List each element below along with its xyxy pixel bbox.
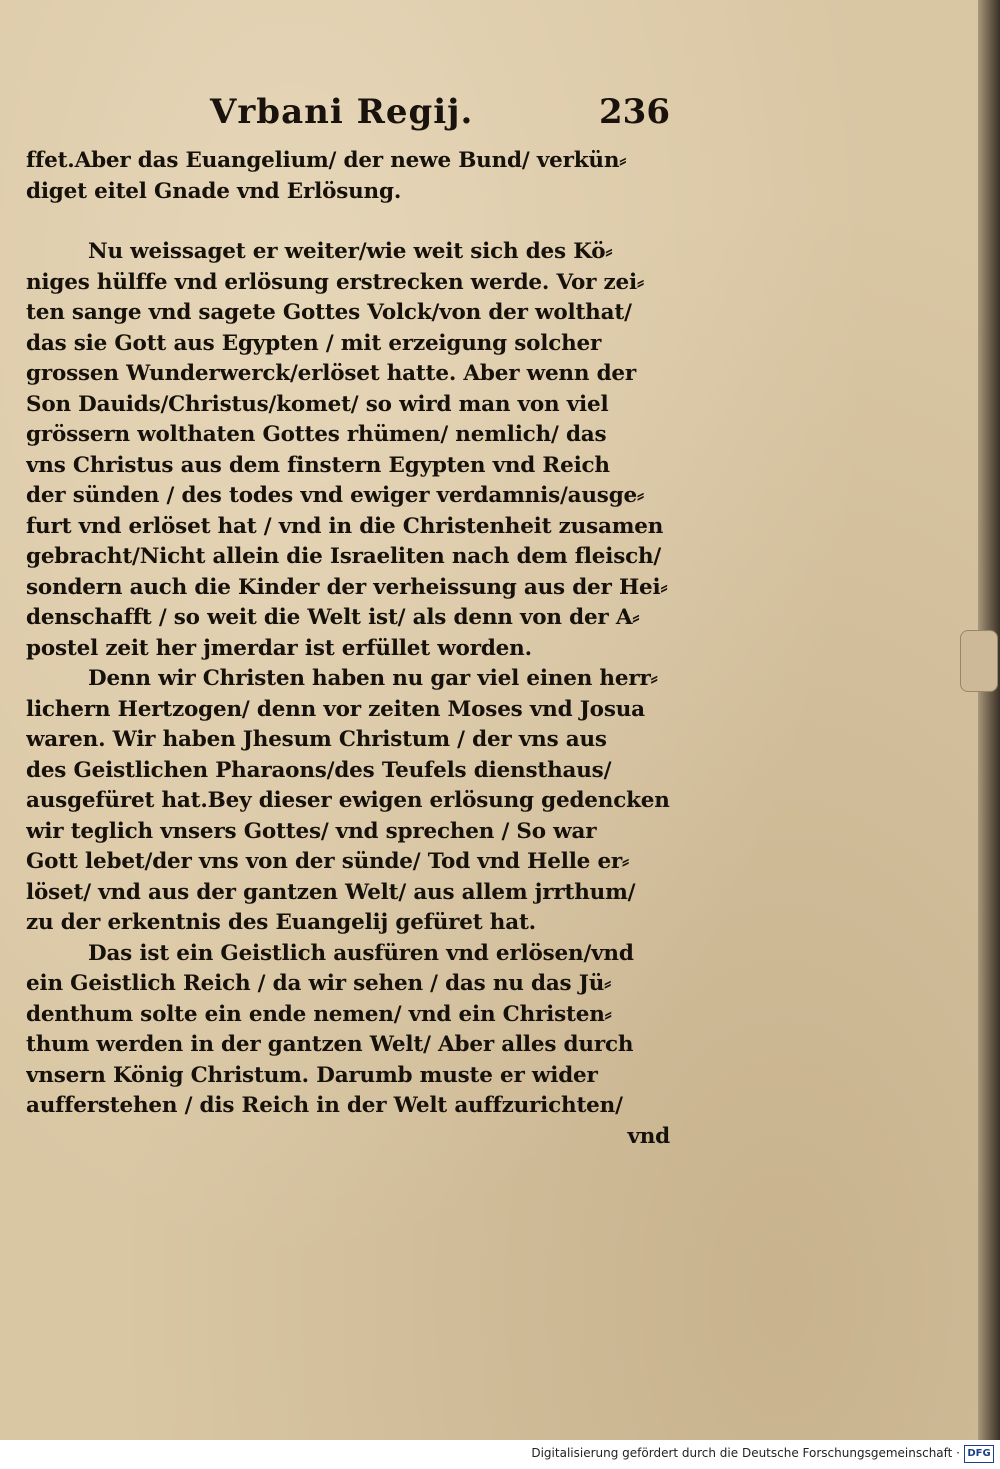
funding-credit: Digitalisierung gefördert durch die Deutsche Forschungsgemeinschaft · <box>531 1446 960 1460</box>
text-line: das sie Gott aus Egypten / mit erzeigung solcher <box>26 330 602 356</box>
text-line: lichern Hertzogen/ denn vor zeiten Moses vnd Josua <box>26 696 645 722</box>
text-line: denthum solte ein ende nemen/ vnd ein Christen⸗ <box>26 1001 612 1027</box>
dfg-logo-icon: DFG <box>964 1445 994 1463</box>
text-line: sondern auch die Kinder der verheissung aus der Hei⸗ <box>26 574 668 600</box>
text-line: Gott lebet/der vns von der sünde/ Tod vnd Helle er⸗ <box>26 849 630 874</box>
body-text <box>26 146 676 1152</box>
text-line: vnsern König Christum. Darumb muste er wider <box>26 1062 598 1088</box>
text-line: Son Dauids/Christus/komet/ so wird man von viel <box>26 391 609 417</box>
text-line: furt vnd erlöset hat / vnd in die Christenheit zusamen <box>26 513 664 539</box>
text-line: denschafft / so weit die Welt ist/ als denn von der A⸗ <box>26 605 640 630</box>
text-line: des Geistlichen Pharaons/des Teufels diensthaus/ <box>26 757 612 783</box>
text-line: ein Geistlich Reich / da wir sehen / das nu das Jü⸗ <box>26 971 612 996</box>
text-line: grossen Wunderwerck/erlöset hatte. Aber wenn der <box>26 361 637 386</box>
text-line: Nu weissaget er weiter/wie weit sich des Kö⸗ <box>88 239 613 264</box>
text-line: wir teglich vnsers Gottes/ vnd sprechen / So war <box>26 818 597 844</box>
text-line: zu der erkentnis des Euangelij gefüret hat. <box>26 910 536 935</box>
text-line: thum werden in der gantzen Welt/ Aber alles durch <box>26 1032 634 1057</box>
page-edge-shadow <box>978 0 1000 1440</box>
page-number: 236 <box>599 92 670 132</box>
text-line: gebracht/Nicht allein die Israeliten nach dem fleisch/ <box>26 544 662 569</box>
text-line: Das ist ein Geistlich ausfüren vnd erlösen/vnd <box>88 940 634 966</box>
text-line: Denn wir Christen haben nu gar viel einen herr⸗ <box>88 666 658 691</box>
text-line: löset/ vnd aus der gantzen Welt/ aus allem jrrthum/ <box>26 879 636 905</box>
text-line: aufferstehen / dis Reich in der Welt auffzurichten/ <box>26 1093 623 1118</box>
text-line: der sünden / des todes vnd ewiger verdamnis/ausge⸗ <box>26 483 644 508</box>
text-line: vns Christus aus dem finstern Egypten vnd Reich <box>26 452 610 478</box>
text-line: ten sange vnd sagete Gottes Volck/von der wolthat/ <box>26 300 632 325</box>
footer-bar <box>0 1440 1000 1469</box>
catchword: vnd <box>627 1123 670 1149</box>
text-line: ausgefüret hat.Bey dieser ewigen erlösung gedencken <box>26 788 670 813</box>
text-line: niges hülffe vnd erlösung erstrecken werde. Vor zei⸗ <box>26 269 644 295</box>
running-head-title: Vrbani Regij. <box>210 92 474 132</box>
text-line: diget eitel Gnade vnd Erlösung. <box>26 178 402 204</box>
text-line: ffet.Aber das Euangelium/ der newe Bund/ verkün⸗ <box>26 148 627 173</box>
running-head <box>210 92 670 138</box>
text-line: waren. Wir haben Jhesum Christum / der vns aus <box>26 727 607 752</box>
text-line: postel zeit her jmerdar ist erfüllet worden. <box>26 635 532 661</box>
text-line: grössern wolthaten Gottes rhümen/ nemlich/ das <box>26 422 607 447</box>
